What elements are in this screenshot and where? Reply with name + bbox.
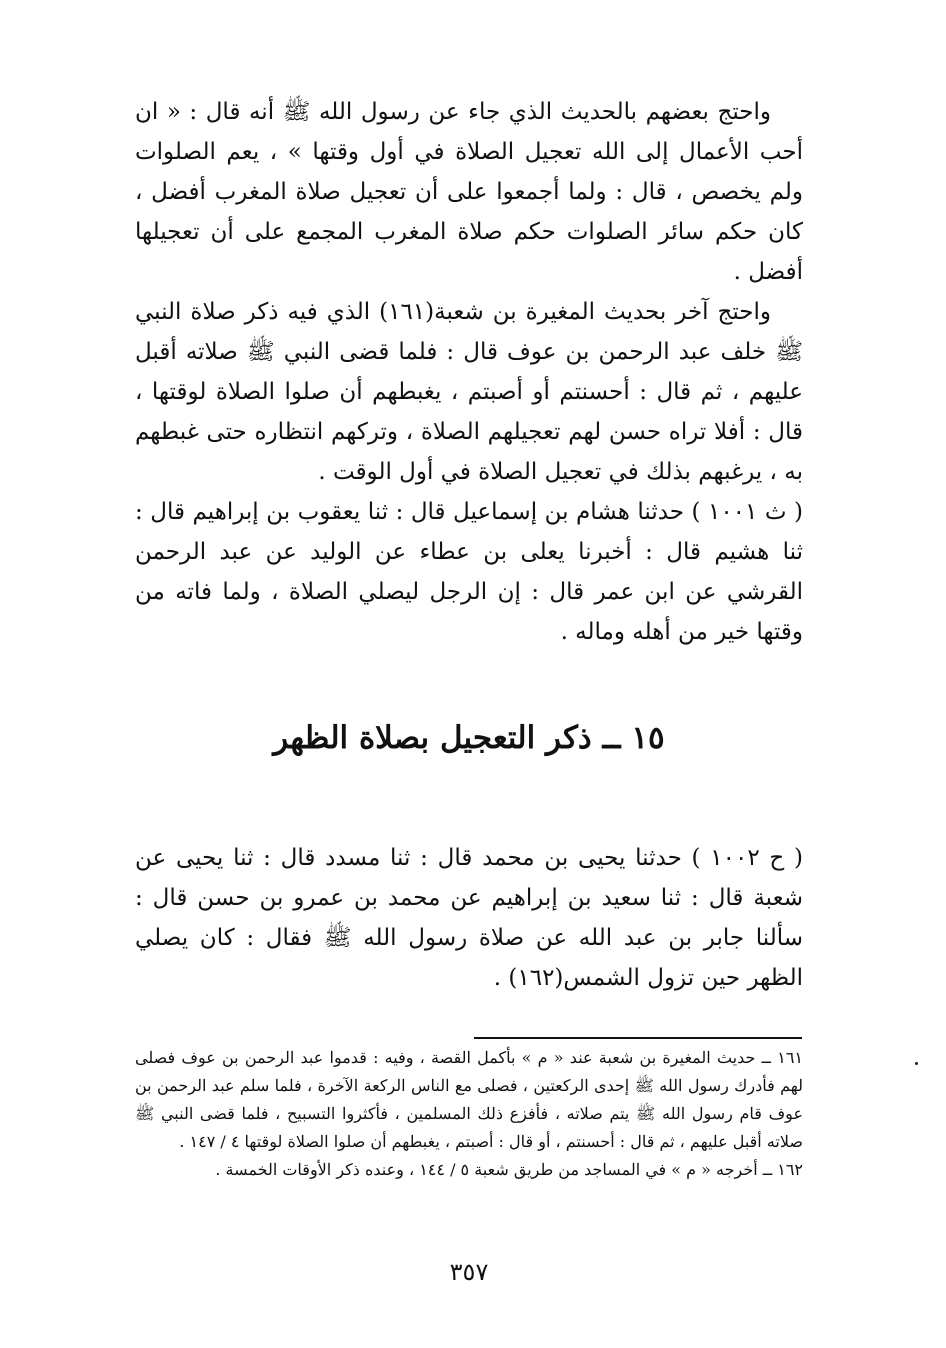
footnote: ١٦١ ــ حديث المغيرة بن شعبة عند « م » بأكمل القصة ، وفيه : قدموا عبد الرحمن بن عوف فصلى لهم فأدرك رسول الله ﷺ إحدى الركعتين ، فصلى مع الناس الركعة الآخرة ، فلما سلم عبد الرحمن بن عوف قام رسول الله ﷺ يتم صلاته ، فأفزع ذلك المسلمين ، فأكثروا التسبيح ، فلما قضى النبي ﷺ صلاته أقبل عليهم ، ثم قال : أحسنتم ، أو قال : أصبتم ، يغبطهم أن صلوا الصلاة لوقتها ٤ / ١٤٧ . xyxy=(135,1048,803,1151)
paragraph: واحتج بعضهم بالحديث الذي جاء عن رسول الله ﷺ أنه قال : « ان أحب الأعمال إلى الله تعجيل الصلاة في أول وقتها » ، يعم الصلوات ولم يخصص ، قال : ولما أجمعوا على أن تعجيل صلاة المغرب أفضل ، كان حكم سائر الصلوات حكم صلاة المغرب المجمع على أن تعجيلها أفضل . xyxy=(135,99,803,285)
paragraph: واحتج آخر بحديث المغيرة بن شعبة(١٦١) الذي فيه ذكر صلاة النبي ﷺ خلف عبد الرحمن بن عوف قال : فلما قضى النبي ﷺ صلاته أقبل عليهم ، ثم قال : أحسنتم أو أصبتم ، يغبطهم أن صلوا الصلاة لوقتها ، قال : أفلا تراه حسن لهم تعجيلهم الصلاة ، وتركهم انتظاره حتى غبطهم به ، يرغبهم بذلك في تعجيل الصلاة في أول الوقت . xyxy=(135,299,803,485)
hadith-paragraph: ( ث ١٠٠١ ) حدثنا هشام بن إسماعيل قال : ثنا يعقوب بن إبراهيم قال : ثنا هشيم قال : أخبرنا يعلى بن عطاء عن الوليد عن عبد الرحمن القرشي عن ابن عمر قال : إن الرجل ليصلي الصلاة ، ولما فاته من وقتها خير من أهله وماله . xyxy=(135,499,804,645)
main-text-top xyxy=(135,92,803,652)
main-text-bottom xyxy=(135,838,803,998)
page-number: ٣٥٧ xyxy=(449,1258,489,1286)
footnote: ١٦٢ ــ أخرجه « م » في المساجد من طريق شعبة ٥ / ١٤٤ ، وعنده ذكر الأوقات الخمسة . xyxy=(215,1160,803,1179)
footnotes xyxy=(135,1044,803,1184)
scan-speck xyxy=(915,1062,918,1065)
section-heading: ١٥ ــ ذكر التعجيل بصلاة الظهر xyxy=(273,720,665,756)
footnote-separator xyxy=(474,1037,802,1039)
hadith-paragraph: ( ح ١٠٠٢ ) حدثنا يحيى بن محمد قال : ثنا مسدد قال : ثنا يحيى عن شعبة قال : ثنا سعيد بن إبراهيم عن محمد بن عمرو بن حسن قال : سألنا جابر بن عبد الله عن صلاة رسول الله ﷺ فقال : كان يصلي الظهر حين تزول الشمس(١٦٢) . xyxy=(135,845,804,991)
